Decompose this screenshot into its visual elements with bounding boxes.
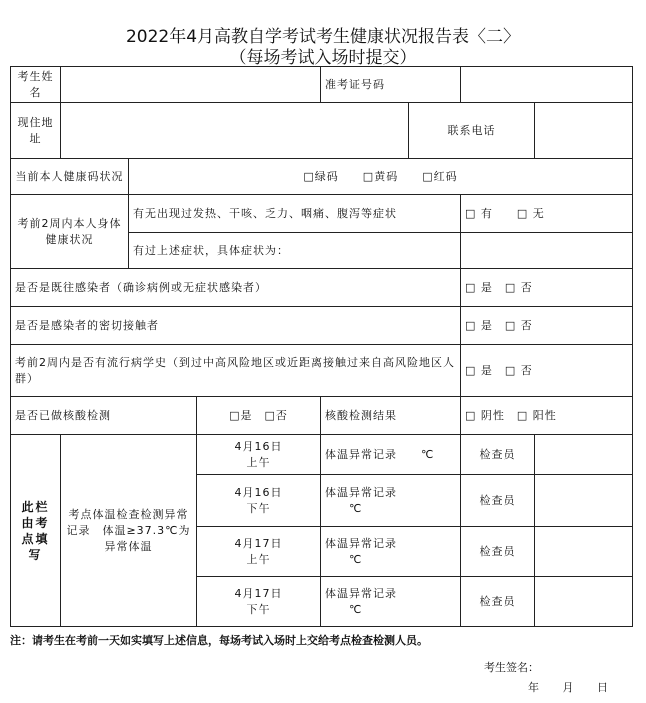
footer-note: 注：请考生在考前一天如实填写上述信息，每场考试入场时上交给考点检查检测人员。 [10, 634, 428, 647]
signature-label: 考生签名： [484, 661, 539, 674]
form-subtitle: （每场考试入场时提交） [229, 48, 417, 68]
check-date: 4月16日 [234, 485, 283, 499]
checker-label-1: 检查员 [461, 435, 535, 475]
check-time-3 [197, 527, 321, 577]
temperature-record-1[interactable]: 体温异常记录 ℃ [321, 435, 461, 475]
checker-field-1[interactable] [535, 435, 633, 475]
name-label: 考生姓名 [11, 67, 61, 103]
site-label: 此栏由考点填写 [11, 435, 61, 627]
check-date: 4月17日 [234, 536, 283, 550]
temperature-description: 考点体温检查检测异常记录 体温≥37.3℃为异常体温 [61, 435, 197, 627]
admission-field[interactable] [461, 67, 633, 103]
form-title: 2022年4月高教自学考试考生健康状况报告表〈二〉 [125, 27, 521, 47]
temperature-record-4[interactable] [321, 577, 461, 627]
address-field[interactable] [61, 103, 409, 159]
checker-field-3[interactable] [535, 527, 633, 577]
contact-question: 是否是感染者的密切接触者 [11, 307, 461, 345]
symptoms-question-2: 有过上述症状，具体症状为： [129, 233, 461, 269]
row-nucleic [11, 397, 633, 435]
name-field[interactable] [61, 67, 321, 103]
travel-options[interactable]: □ 是 □ 否 [461, 345, 633, 397]
date-label: 年 月 日 [528, 681, 608, 694]
health-report-table [10, 66, 633, 627]
row-health-code [11, 159, 633, 195]
row-name [11, 67, 633, 103]
symptoms-options[interactable]: □ 有 □ 无 [461, 195, 633, 233]
record-label: 体温异常记录 [325, 536, 397, 550]
admission-label: 准考证号码 [321, 67, 461, 103]
infected-question: 是否是既往感染者（确诊病例或无症状感染者） [11, 269, 461, 307]
address-label: 现住地址 [11, 103, 61, 159]
record-unit: ℃ [349, 501, 363, 515]
contact-options[interactable]: □ 是 □ 否 [461, 307, 633, 345]
checker-label-2: 检查员 [461, 475, 535, 527]
record-unit: ℃ [349, 602, 363, 616]
symptoms-label: 考前2周内本人身体健康状况 [11, 195, 129, 269]
nucleic-question: 是否已做核酸检测 [11, 397, 197, 435]
symptoms-question-1: 有无出现过发热、干咳、乏力、咽痛、腹泻等症状 [129, 195, 461, 233]
row-contact [11, 307, 633, 345]
health-code-label: 当前本人健康码状况 [11, 159, 129, 195]
check-period: 下午 [246, 602, 271, 616]
phone-label: 联系电话 [409, 103, 535, 159]
check-date: 4月17日 [234, 586, 283, 600]
row-check-1 [11, 435, 633, 475]
check-period: 上午 [246, 455, 271, 469]
check-time-2 [197, 475, 321, 527]
nucleic-result-options[interactable]: □ 阴性 □ 阳性 [461, 397, 633, 435]
checker-label-4: 检查员 [461, 577, 535, 627]
record-label: 体温异常记录 [325, 485, 397, 499]
record-unit: ℃ [349, 552, 363, 566]
checker-field-4[interactable] [535, 577, 633, 627]
row-symptoms-1 [11, 195, 633, 233]
nucleic-result-label: 核酸检测结果 [321, 397, 461, 435]
check-time-1 [197, 435, 321, 475]
temperature-record-2[interactable] [321, 475, 461, 527]
nucleic-options[interactable]: □是 □否 [197, 397, 321, 435]
health-code-options[interactable]: □绿码 □黄码 □红码 [129, 159, 633, 195]
row-infected [11, 269, 633, 307]
symptoms-detail-field[interactable] [461, 233, 633, 269]
row-travel [11, 345, 633, 397]
row-address [11, 103, 633, 159]
check-time-4 [197, 577, 321, 627]
check-period: 上午 [246, 552, 271, 566]
travel-question: 考前2周内是否有流行病学史（到过中高风险地区或近距离接触过来自高风险地区人群） [11, 345, 461, 397]
check-date: 4月16日 [234, 439, 283, 453]
infected-options[interactable]: □ 是 □ 否 [461, 269, 633, 307]
temperature-record-3[interactable] [321, 527, 461, 577]
check-period: 下午 [246, 501, 271, 515]
checker-label-3: 检查员 [461, 527, 535, 577]
checker-field-2[interactable] [535, 475, 633, 527]
record-label: 体温异常记录 [325, 586, 397, 600]
phone-field[interactable] [535, 103, 633, 159]
